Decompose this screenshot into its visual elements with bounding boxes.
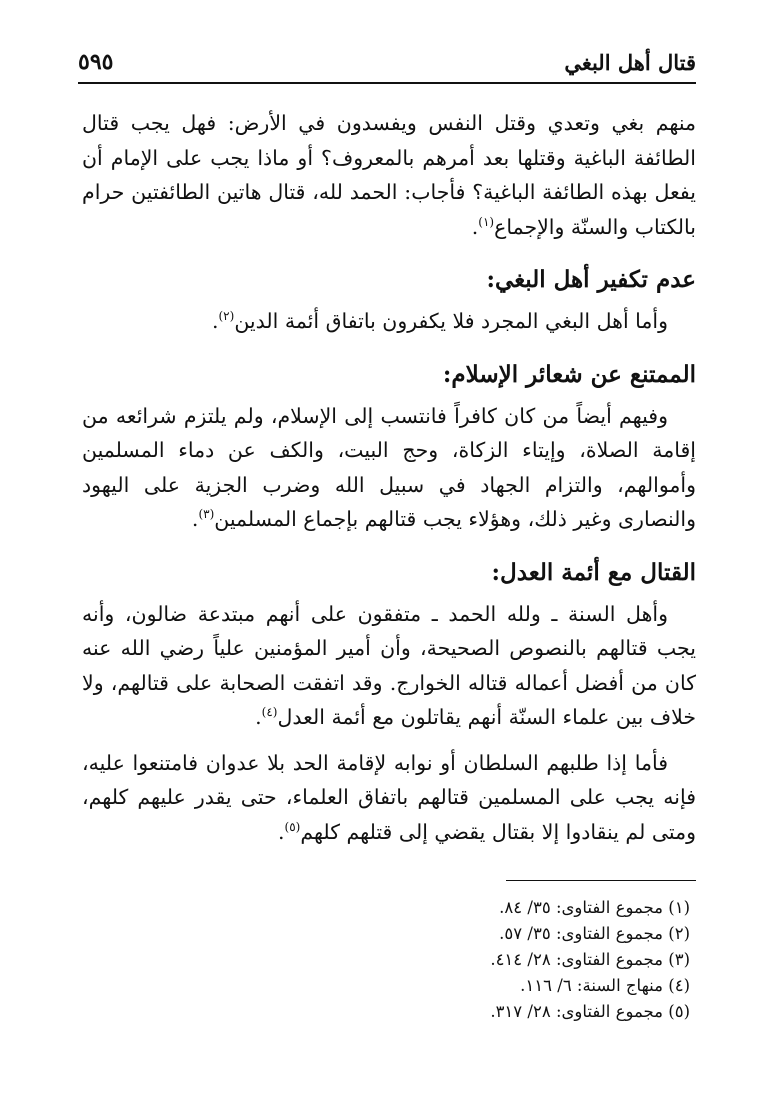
footnote-ref-1: (١)	[478, 214, 495, 229]
section-heading-1: عدم تكفير أهل البغي:	[486, 266, 696, 293]
footnote-ref-4: (٤)	[261, 705, 278, 720]
paragraph-end: .	[471, 214, 479, 239]
paragraph-end: .	[211, 309, 219, 333]
paragraph-text: منهم بغي وتعدي وقتل النفس ويفسدون في الأرض: فهل يجب قتال الطائفة الباغية وقتلها بعد أمرهم بالمعروف؟ أو ماذا يجب على الإمام أن يفعل بهذه الطائفة الباغية؟ فأجاب: الحمد لله، قتال هاتين الطائفتين حرام بالكتاب والسنّة والإجماع	[82, 111, 696, 239]
paragraph-end: .	[277, 819, 285, 844]
body-text	[82, 106, 696, 860]
footnote-item: (١) مجموع الفتاوى: ٣٥/ ٨٤.	[499, 898, 690, 917]
running-header	[78, 42, 696, 84]
footnotes-list	[370, 895, 690, 1025]
footnote-ref-5: (٥)	[284, 819, 301, 834]
section-heading-3: القتال مع أئمة العدل:	[491, 558, 696, 586]
footnote-item: (٤) منهاج السنة: ٦/ ١١٦.	[520, 976, 690, 995]
paragraph-3	[82, 399, 696, 537]
footnote-item: (٣) مجموع الفتاوى: ٢٨/ ٤١٤.	[490, 950, 690, 969]
paragraph-5	[82, 746, 696, 850]
paragraph-4	[82, 597, 696, 735]
footnote-ref-3: (٣)	[198, 507, 215, 522]
footnote-item: (٢) مجموع الفتاوى: ٣٥/ ٥٧.	[499, 924, 690, 943]
footnote-divider	[506, 880, 696, 881]
paragraph-1	[82, 106, 696, 244]
paragraph-end: .	[255, 705, 262, 729]
paragraph-2	[82, 304, 696, 339]
paragraph-text: وفيهم أيضاً من كان كافراً فانتسب إلى الإسلام، ولم يلتزم شرائعه من إقامة الصلاة، وإيتاء الزكاة، وحج البيت، والكف عن دماء المسلمين وأموالهم، والتزام الجهاد في سبيل الله وضرب الجزية على اليهود والنصارى وغير ذلك، وهؤلاء يجب قتالهم بإجماع المسلمين	[82, 403, 696, 531]
page-number: ٥٩٥	[78, 49, 114, 75]
footnote-ref-2: (٢)	[218, 309, 235, 324]
paragraph-end: .	[191, 507, 199, 531]
paragraph-text: فأما إذا طلبهم السلطان أو نوابه لإقامة الحد بلا عدوان فامتنعوا عليه، فإنه يجب على المسلمين قتالهم باتفاق العلماء، حتى يقدر عليهم كلهم، ومتى لم ينقادوا إلا بقتال يقضي إلى قتلهم كلهم	[82, 750, 696, 844]
paragraph-text: وأما أهل البغي المجرد فلا يكفرون باتفاق أئمة الدين	[234, 309, 668, 333]
running-title: قتال أهل البغي	[564, 49, 696, 75]
footnote-item: (٥) مجموع الفتاوى: ٢٨/ ٣١٧.	[490, 1002, 690, 1021]
paragraph-text: وأهل السنة ـ ولله الحمد ـ متفقون على أنهم مبتدعة ضالون، وأنه يجب قتالهم بالنصوص الصحيحة، وأن أمير المؤمنين علياً رضي الله عنه كان من أفضل أعماله قتاله الخوارج. وقد اتفقت الصحابة على قتالهم، ولا خلاف بين علماء السنّة أنهم يقاتلون مع أئمة العدل	[82, 601, 696, 729]
section-heading-2: الممتنع عن شعائر الإسلام:	[442, 360, 696, 388]
